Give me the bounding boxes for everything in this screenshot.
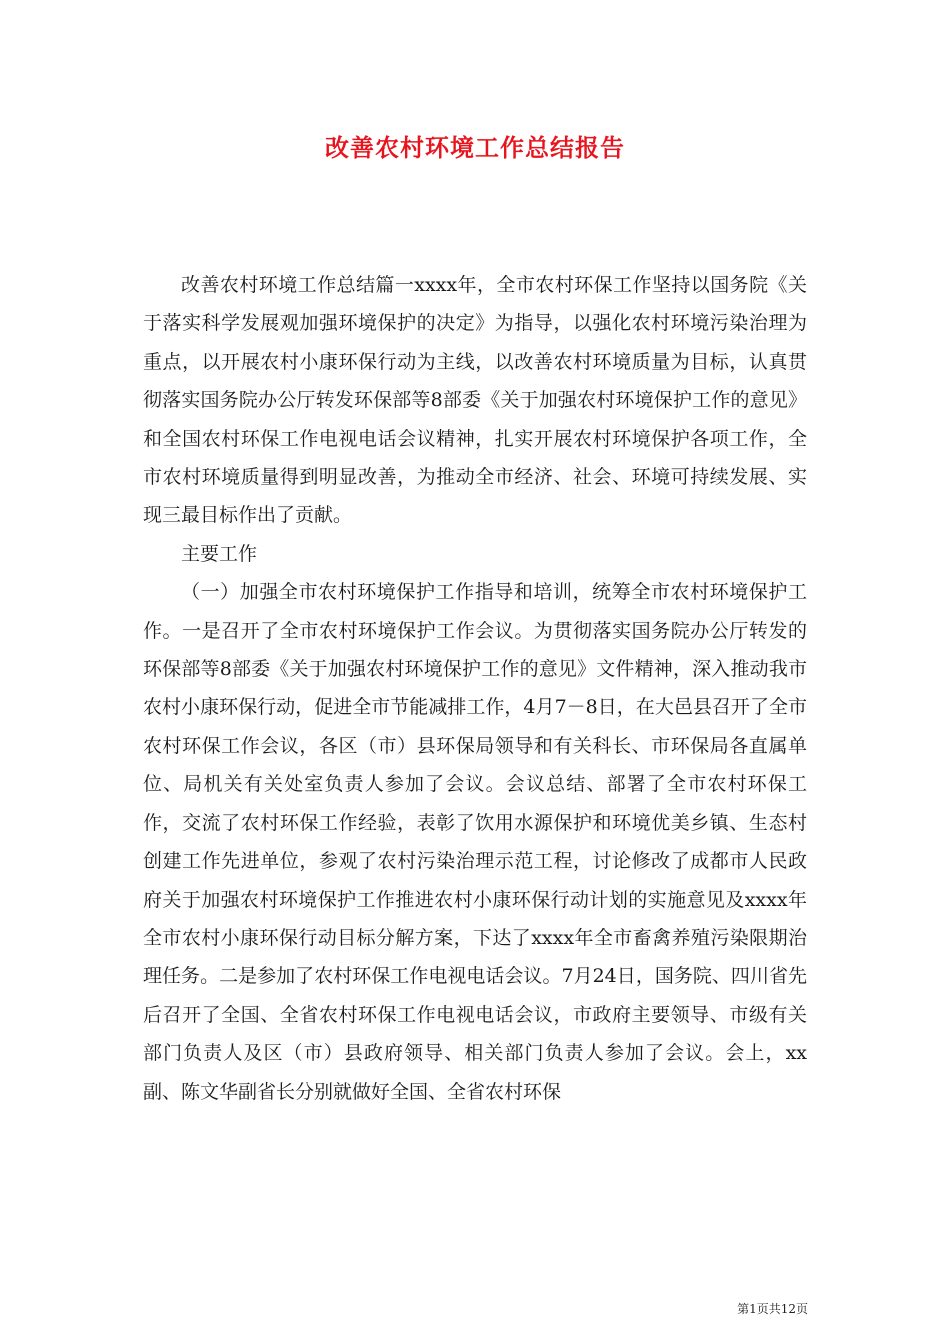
document-title: 改善农村环境工作总结报告	[325, 133, 625, 162]
document-body	[143, 266, 807, 1111]
section-heading-main-work: 主要工作	[181, 542, 258, 565]
paragraph-section-1: （一）加强全市农村环境保护工作指导和培训，统筹全市农村环境保护工作。一是召开了全市农村环境保护工作会议。为贯彻落实国务院办公厅转发的环保部等8部委《关于加强农村环境保护工作的意见》文件精神，深入推动我市农村小康环保行动，促进全市节能减排工作，4月7－8日，在大邑县召开了全市农村环保工作会议，各区（市）县环保局领导和有关科长、市环保局各直属单位、局机关有关处室负责人参加了会议。会议总结、部署了全市农村环保工作，交流了农村环保工作经验，表彰了饮用水源保护和环境优美乡镇、生态村创建工作先进单位，参观了农村污染治理示范工程，讨论修改了成都市人民政府关于加强农村环境保护工作推进农村小康环保行动计划的实施意见及xxxx年全市农村小康环保行动目标分解方案，下达了xxxx年全市畜禽养殖污染限期治理任务。二是参加了农村环保工作电视电话会议。7月24日，国务院、四川省先后召开了全国、全省农村环保工作电视电话会议，市政府主要领导、市级有关部门负责人及区（市）县政府领导、相关部门负责人参加了会议。会上，xx副、陈文华副省长分别就做好全国、全省农村环保	[143, 581, 807, 1103]
page-number-footer: 第1页共12页	[737, 1302, 808, 1316]
paragraph-intro: 改善农村环境工作总结篇一xxxx年，全市农村环保工作坚持以国务院《关于落实科学发展观加强环境保护的决定》为指导，以强化农村环境污染治理为重点，以开展农村小康环保行动为主线，以改善农村环境质量为目标，认真贯彻落实国务院办公厅转发环保部等8部委《关于加强农村环境保护工作的意见》和全国农村环保工作电视电话会议精神，扎实开展农村环境保护各项工作，全市农村环境质量得到明显改善，为推动全市经济、社会、环境可持续发展、实现三最目标作出了贡献。	[143, 274, 807, 527]
